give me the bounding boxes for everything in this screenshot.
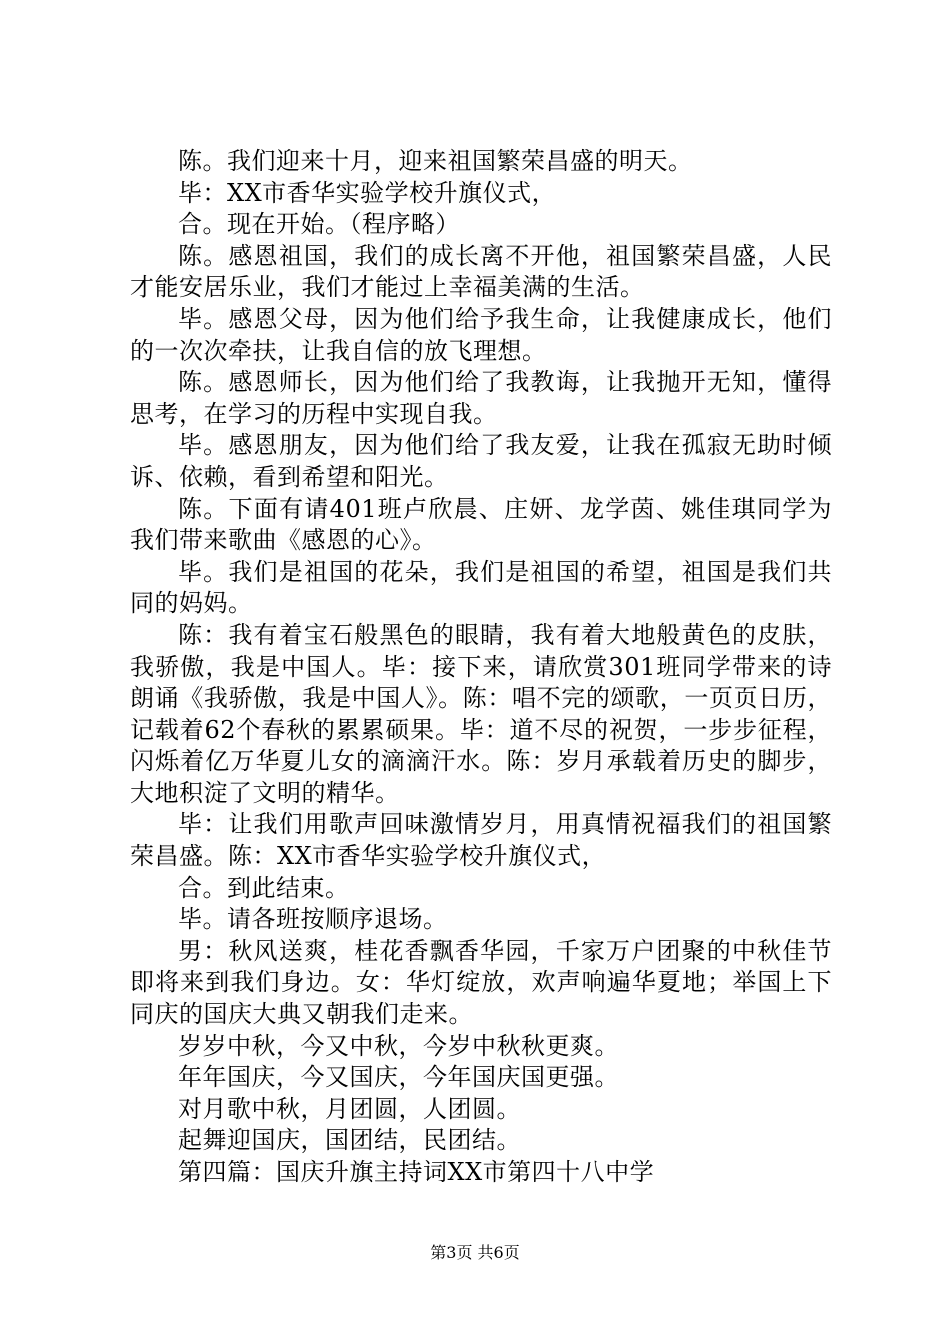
page-number-footer: 第3页 共6页 [430,1243,520,1262]
paragraph: 陈。我们迎来十月，迎来祖国繁荣昌盛的明天。 [178,147,693,175]
paragraph: 毕。请各班按顺序退场。 [178,905,448,934]
paragraph: 合。现在开始。（程序略） [178,210,460,239]
paragraph: 起舞迎国庆，国团结，民团结。 [178,1126,521,1155]
paragraph: 第四篇：国庆升旗主持词XX市第四十八中学 [178,1158,655,1186]
paragraph: 陈：我有着宝石般黑色的眼睛，我有着大地般黄色的皮肤，我骄傲，我是中国人。毕：接下来，请欣赏301班同学带来的诗朗诵《我骄傲，我是中国人》。陈：唱不完的颂歌，一页页日历，记载着62个春秋的累累硕果。毕：道不尽的祝贺，一步步征程，闪烁着亿万华夏儿女的滴滴汗水。陈：岁月承载着历史的脚步，大地积淀了文明的精华。 [130,620,832,807]
paragraph: 毕。感恩父母，因为他们给予我生命，让我健康成长，他们的一次次牵扶，让我自信的放飞理想。 [130,304,832,365]
paragraph: 岁岁中秋，今又中秋，今岁中秋秋更爽。 [178,1031,619,1060]
paragraph: 毕。感恩朋友，因为他们给了我友爱，让我在孤寂无助时倾诉、依赖，看到希望和阳光。 [130,431,832,491]
paragraph: 陈。感恩祖国，我们的成长离不开他，祖国繁荣昌盛，人民才能安居乐业，我们才能过上幸福美满的生活。 [130,241,832,302]
paragraph: 毕：让我们用歌声回味激情岁月，用真情祝福我们的祖国繁荣昌盛。陈：XX市香华实验学校升旗仪式， [130,810,832,871]
paragraph: 男：秋风送爽，桂花香飘香华园，千家万户团聚的中秋佳节即将来到我们身边。女：华灯绽放，欢声响遍华夏地；举国上下同庆的国庆大典又朝我们走来。 [130,936,832,1029]
paragraph: 合。到此结束。 [178,873,350,902]
paragraph: 毕：XX市香华实验学校升旗仪式， [178,178,557,207]
paragraph: 年年国庆，今又国庆，今年国庆国更强。 [178,1063,619,1092]
document-body [130,146,832,1189]
paragraph: 毕。我们是祖国的花朵，我们是祖国的希望，祖国是我们共同的妈妈。 [130,557,832,618]
paragraph: 对月歌中秋，月团圆，人团圆。 [178,1094,521,1123]
paragraph: 陈。下面有请401班卢欣晨、庄妍、龙学茵、姚佳琪同学为我们带来歌曲《感恩的心》。 [130,494,832,555]
paragraph: 陈。感恩师长，因为他们给了我教诲，让我抛开无知，懂得思考，在学习的历程中实现自我。 [130,368,832,428]
